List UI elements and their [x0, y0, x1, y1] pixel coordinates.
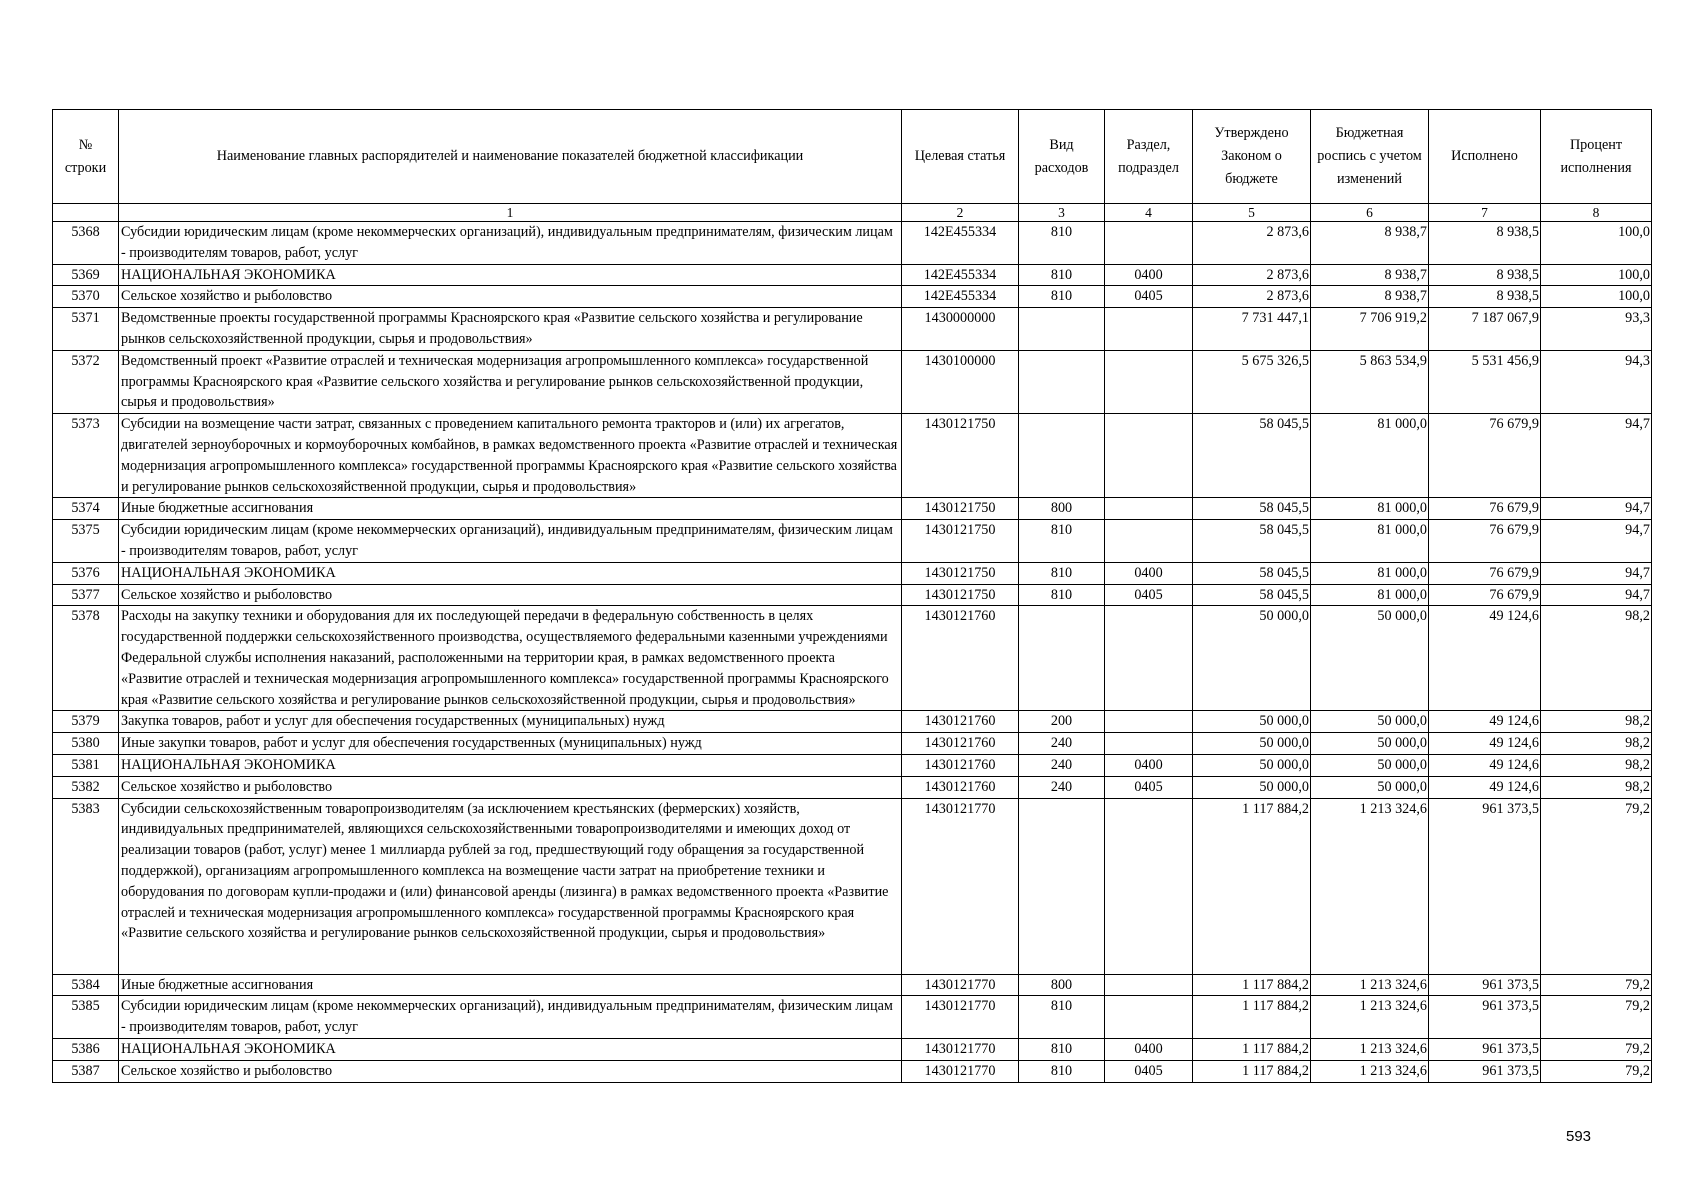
budget-list-cell: 50 000,0 — [1311, 606, 1429, 711]
approved-cell: 2 873,6 — [1193, 222, 1311, 265]
target-article-cell: 1430121770 — [902, 1060, 1019, 1082]
approved-cell: 5 675 326,5 — [1193, 350, 1311, 413]
table-row — [53, 733, 1652, 755]
column-number: 6 — [1311, 204, 1429, 222]
expense-type-cell: 800 — [1019, 974, 1105, 996]
column-number: 3 — [1019, 204, 1105, 222]
row-number-cell: 5384 — [53, 974, 119, 996]
budget-list-cell: 5 863 534,9 — [1311, 350, 1429, 413]
approved-cell: 50 000,0 — [1193, 754, 1311, 776]
table-row — [53, 308, 1652, 351]
section-cell: 0400 — [1105, 754, 1193, 776]
budget-list-cell: 81 000,0 — [1311, 520, 1429, 563]
target-article-cell: 1430121750 — [902, 562, 1019, 584]
page-number: 593 — [1566, 1128, 1592, 1145]
executed-cell: 49 124,6 — [1429, 606, 1541, 711]
expense-type-cell: 810 — [1019, 562, 1105, 584]
column-number: 7 — [1429, 204, 1541, 222]
row-number-cell: 5375 — [53, 520, 119, 563]
column-number: 2 — [902, 204, 1019, 222]
section-cell: 0405 — [1105, 584, 1193, 606]
section-cell — [1105, 996, 1193, 1039]
executed-cell: 961 373,5 — [1429, 1060, 1541, 1082]
header-percent: Процент исполнения — [1541, 110, 1652, 204]
row-number-cell: 5371 — [53, 308, 119, 351]
table-row — [53, 562, 1652, 584]
expense-type-cell: 240 — [1019, 754, 1105, 776]
row-number-cell: 5374 — [53, 498, 119, 520]
row-number-cell: 5378 — [53, 606, 119, 711]
section-cell: 0400 — [1105, 264, 1193, 286]
budget-list-cell: 81 000,0 — [1311, 584, 1429, 606]
expense-type-cell — [1019, 414, 1105, 498]
percent-cell: 79,2 — [1541, 798, 1652, 974]
section-cell: 0405 — [1105, 776, 1193, 798]
table-row — [53, 520, 1652, 563]
header-expense-type: Вид расходов — [1019, 110, 1105, 204]
section-cell — [1105, 798, 1193, 974]
target-article-cell: 1430121770 — [902, 974, 1019, 996]
table-row — [53, 222, 1652, 265]
target-article-cell: 1430121770 — [902, 996, 1019, 1039]
target-article-cell: 1430121750 — [902, 520, 1019, 563]
table-row — [53, 1060, 1652, 1082]
percent-cell: 79,2 — [1541, 996, 1652, 1039]
approved-cell: 1 117 884,2 — [1193, 1060, 1311, 1082]
section-cell: 0405 — [1105, 1060, 1193, 1082]
target-article-cell: 1430121770 — [902, 798, 1019, 974]
table-row — [53, 286, 1652, 308]
row-name-cell: Сельское хозяйство и рыболовство — [119, 1060, 902, 1082]
table-row — [53, 584, 1652, 606]
header-name: Наименование главных распорядителей и наименование показателей бюджетной классификации — [119, 110, 902, 204]
row-number-cell: 5383 — [53, 798, 119, 974]
section-cell — [1105, 606, 1193, 711]
target-article-cell: 1430121750 — [902, 414, 1019, 498]
column-number — [53, 204, 119, 222]
target-article-cell: 1430121760 — [902, 733, 1019, 755]
approved-cell: 2 873,6 — [1193, 286, 1311, 308]
row-name-cell: Расходы на закупку техники и оборудования для их последующей передачи в федеральную собственность в целях государственной поддержки сельскохозяйственного производства, осуществляемого федеральными казенными учреждениями Федеральной службы исполнения наказаний, расположенными на территории края, в рамках ведомственного проекта «Развитие отраслей и техническая модернизация агропромышленного комплекса» государственной программы Красноярского края «Развитие сельского хозяйства и регулирование рынков сельскохозяйственной продукции, сырья и продовольствия» — [119, 606, 902, 711]
row-name-cell: Субсидии юридическим лицам (кроме некоммерческих организаций), индивидуальным предпринимателям, физическим лицам - производителям товаров, работ, услуг — [119, 520, 902, 563]
budget-list-cell: 8 938,7 — [1311, 222, 1429, 265]
executed-cell: 8 938,5 — [1429, 286, 1541, 308]
row-name-cell: Иные бюджетные ассигнования — [119, 498, 902, 520]
executed-cell: 49 124,6 — [1429, 776, 1541, 798]
target-article-cell: 1430121760 — [902, 754, 1019, 776]
executed-cell: 8 938,5 — [1429, 264, 1541, 286]
expense-type-cell: 810 — [1019, 264, 1105, 286]
executed-cell: 961 373,5 — [1429, 798, 1541, 974]
executed-cell: 5 531 456,9 — [1429, 350, 1541, 413]
approved-cell: 1 117 884,2 — [1193, 798, 1311, 974]
approved-cell: 58 045,5 — [1193, 584, 1311, 606]
target-article-cell: 1430121760 — [902, 776, 1019, 798]
row-name-cell: НАЦИОНАЛЬНАЯ ЭКОНОМИКА — [119, 1038, 902, 1060]
header-row-number: № строки — [53, 110, 119, 204]
percent-cell: 100,0 — [1541, 222, 1652, 265]
table-row — [53, 1038, 1652, 1060]
budget-list-cell: 50 000,0 — [1311, 733, 1429, 755]
budget-list-cell: 8 938,7 — [1311, 264, 1429, 286]
section-cell — [1105, 498, 1193, 520]
section-cell — [1105, 733, 1193, 755]
header-section: Раздел, подраздел — [1105, 110, 1193, 204]
row-number-cell: 5379 — [53, 711, 119, 733]
expense-type-cell: 810 — [1019, 584, 1105, 606]
expense-type-cell: 800 — [1019, 498, 1105, 520]
header-approved: Утверждено Законом о бюджете — [1193, 110, 1311, 204]
executed-cell: 76 679,9 — [1429, 562, 1541, 584]
target-article-cell: 1430121750 — [902, 498, 1019, 520]
approved-cell: 50 000,0 — [1193, 711, 1311, 733]
expense-type-cell: 240 — [1019, 733, 1105, 755]
row-number-cell: 5376 — [53, 562, 119, 584]
table-row — [53, 264, 1652, 286]
percent-cell: 98,2 — [1541, 711, 1652, 733]
budget-list-cell: 50 000,0 — [1311, 776, 1429, 798]
percent-cell: 79,2 — [1541, 974, 1652, 996]
header-row — [53, 110, 1652, 204]
percent-cell: 94,7 — [1541, 584, 1652, 606]
budget-list-cell: 50 000,0 — [1311, 711, 1429, 733]
row-number-cell: 5373 — [53, 414, 119, 498]
expense-type-cell: 810 — [1019, 520, 1105, 563]
executed-cell: 961 373,5 — [1429, 1038, 1541, 1060]
executed-cell: 76 679,9 — [1429, 520, 1541, 563]
target-article-cell: 1430121750 — [902, 584, 1019, 606]
target-article-cell: 1430100000 — [902, 350, 1019, 413]
percent-cell: 79,2 — [1541, 1038, 1652, 1060]
table-row — [53, 414, 1652, 498]
row-name-cell: Сельское хозяйство и рыболовство — [119, 584, 902, 606]
row-number-cell: 5377 — [53, 584, 119, 606]
section-cell — [1105, 520, 1193, 563]
row-name-cell: Субсидии юридическим лицам (кроме некоммерческих организаций), индивидуальным предпринимателям, физическим лицам - производителям товаров, работ, услуг — [119, 996, 902, 1039]
expense-type-cell: 810 — [1019, 1038, 1105, 1060]
approved-cell: 58 045,5 — [1193, 562, 1311, 584]
row-number-cell: 5370 — [53, 286, 119, 308]
table-row — [53, 711, 1652, 733]
table-row — [53, 974, 1652, 996]
target-article-cell: 1430121760 — [902, 711, 1019, 733]
budget-list-cell: 81 000,0 — [1311, 414, 1429, 498]
approved-cell: 58 045,5 — [1193, 498, 1311, 520]
row-name-cell: Закупка товаров, работ и услуг для обеспечения государственных (муниципальных) нужд — [119, 711, 902, 733]
row-number-cell: 5380 — [53, 733, 119, 755]
section-cell: 0405 — [1105, 286, 1193, 308]
budget-list-cell: 50 000,0 — [1311, 754, 1429, 776]
table-row — [53, 996, 1652, 1039]
row-number-cell: 5368 — [53, 222, 119, 265]
percent-cell: 98,2 — [1541, 776, 1652, 798]
section-cell: 0400 — [1105, 562, 1193, 584]
row-number-cell: 5372 — [53, 350, 119, 413]
approved-cell: 50 000,0 — [1193, 606, 1311, 711]
expense-type-cell — [1019, 350, 1105, 413]
approved-cell: 50 000,0 — [1193, 733, 1311, 755]
row-number-cell: 5369 — [53, 264, 119, 286]
column-number: 8 — [1541, 204, 1652, 222]
target-article-cell: 142E455334 — [902, 264, 1019, 286]
header-budget-list: Бюджетная роспись с учетом изменений — [1311, 110, 1429, 204]
executed-cell: 961 373,5 — [1429, 974, 1541, 996]
percent-cell: 94,7 — [1541, 498, 1652, 520]
header-executed: Исполнено — [1429, 110, 1541, 204]
row-name-cell: Субсидии юридическим лицам (кроме некоммерческих организаций), индивидуальным предпринимателям, физическим лицам - производителям товаров, работ, услуг — [119, 222, 902, 265]
budget-list-cell: 81 000,0 — [1311, 498, 1429, 520]
table-row — [53, 606, 1652, 711]
percent-cell: 98,2 — [1541, 733, 1652, 755]
expense-type-cell: 240 — [1019, 776, 1105, 798]
budget-list-cell: 8 938,7 — [1311, 286, 1429, 308]
section-cell — [1105, 974, 1193, 996]
row-number-cell: 5381 — [53, 754, 119, 776]
row-number-cell: 5385 — [53, 996, 119, 1039]
row-name-cell: НАЦИОНАЛЬНАЯ ЭКОНОМИКА — [119, 754, 902, 776]
budget-list-cell: 81 000,0 — [1311, 562, 1429, 584]
budget-list-cell: 1 213 324,6 — [1311, 1038, 1429, 1060]
percent-cell: 94,3 — [1541, 350, 1652, 413]
row-name-cell: Сельское хозяйство и рыболовство — [119, 776, 902, 798]
percent-cell: 94,7 — [1541, 520, 1652, 563]
budget-list-cell: 1 213 324,6 — [1311, 996, 1429, 1039]
section-cell — [1105, 414, 1193, 498]
row-name-cell: НАЦИОНАЛЬНАЯ ЭКОНОМИКА — [119, 264, 902, 286]
target-article-cell: 1430121760 — [902, 606, 1019, 711]
header-target-article: Целевая статья — [902, 110, 1019, 204]
column-number-row — [53, 204, 1652, 222]
expense-type-cell: 200 — [1019, 711, 1105, 733]
column-number: 1 — [119, 204, 902, 222]
expense-type-cell — [1019, 606, 1105, 711]
executed-cell: 76 679,9 — [1429, 414, 1541, 498]
table-row — [53, 498, 1652, 520]
target-article-cell: 1430000000 — [902, 308, 1019, 351]
budget-list-cell: 7 706 919,2 — [1311, 308, 1429, 351]
row-name-cell: Сельское хозяйство и рыболовство — [119, 286, 902, 308]
row-name-cell: НАЦИОНАЛЬНАЯ ЭКОНОМИКА — [119, 562, 902, 584]
executed-cell: 8 938,5 — [1429, 222, 1541, 265]
percent-cell: 93,3 — [1541, 308, 1652, 351]
target-article-cell: 142E455334 — [902, 222, 1019, 265]
executed-cell: 961 373,5 — [1429, 996, 1541, 1039]
row-name-cell: Ведомственные проекты государственной программы Красноярского края «Развитие сельского хозяйства и регулирование рынков сельскохозяйственной продукции, сырья и продовольствия» — [119, 308, 902, 351]
table-row — [53, 776, 1652, 798]
row-number-cell: 5387 — [53, 1060, 119, 1082]
row-number-cell: 5382 — [53, 776, 119, 798]
row-name-cell: Иные закупки товаров, работ и услуг для обеспечения государственных (муниципальных) нужд — [119, 733, 902, 755]
approved-cell: 1 117 884,2 — [1193, 974, 1311, 996]
percent-cell: 94,7 — [1541, 562, 1652, 584]
row-name-cell: Субсидии на возмещение части затрат, связанных с проведением капитального ремонта тракторов и (или) их агрегатов, двигателей зерноуборочных и кормоуборочных комбайнов, в рамках ведомственного проекта «Развитие отраслей и техническая модернизация агропромышленного комплекса» государственной программы Красноярского края «Развитие сельского хозяйства и регулирование рынков сельскохозяйственной продукции, сырья и продовольствия» — [119, 414, 902, 498]
row-number-cell: 5386 — [53, 1038, 119, 1060]
budget-list-cell: 1 213 324,6 — [1311, 798, 1429, 974]
percent-cell: 100,0 — [1541, 286, 1652, 308]
percent-cell: 79,2 — [1541, 1060, 1652, 1082]
percent-cell: 100,0 — [1541, 264, 1652, 286]
executed-cell: 49 124,6 — [1429, 754, 1541, 776]
executed-cell: 76 679,9 — [1429, 584, 1541, 606]
percent-cell: 94,7 — [1541, 414, 1652, 498]
executed-cell: 49 124,6 — [1429, 733, 1541, 755]
approved-cell: 58 045,5 — [1193, 414, 1311, 498]
expense-type-cell: 810 — [1019, 1060, 1105, 1082]
expense-type-cell: 810 — [1019, 996, 1105, 1039]
table-body — [53, 222, 1652, 1083]
executed-cell: 7 187 067,9 — [1429, 308, 1541, 351]
approved-cell: 1 117 884,2 — [1193, 1038, 1311, 1060]
column-number: 4 — [1105, 204, 1193, 222]
executed-cell: 49 124,6 — [1429, 711, 1541, 733]
table-row — [53, 350, 1652, 413]
section-cell — [1105, 350, 1193, 413]
table-row — [53, 798, 1652, 974]
approved-cell: 2 873,6 — [1193, 264, 1311, 286]
expense-type-cell — [1019, 798, 1105, 974]
budget-execution-table — [52, 109, 1652, 1083]
section-cell — [1105, 308, 1193, 351]
column-number: 5 — [1193, 204, 1311, 222]
row-name-cell: Субсидии сельскохозяйственным товаропроизводителям (за исключением крестьянских (фермерских) хозяйств, индивидуальных предпринимателей, являющихся сельскохозяйственными товаропроизводителями и имеющих доход от реализации товаров (работ, услуг) менее 1 миллиарда рублей за год, предшествующий году обращения за государственной поддержкой), организациям агропромышленного комплекса на возмещение части затрат на приобретение техники и оборудования по договорам купли-продажи и (или) финансовой аренды (лизинга) в рамках ведомственного проекта «Развитие отраслей и техническая модернизация агропромышленного комплекса» государственной программы Красноярского края «Развитие сельского хозяйства и регулирование рынков сельскохозяйственной продукции, сырья и продовольствия» — [119, 798, 902, 974]
percent-cell: 98,2 — [1541, 606, 1652, 711]
row-name-cell: Ведомственный проект «Развитие отраслей и техническая модернизация агропромышленного комплекса» государственной программы Красноярского края «Развитие сельского хозяйства и регулирование рынков сельскохозяйственной продукции, сырья и продовольствия» — [119, 350, 902, 413]
section-cell: 0400 — [1105, 1038, 1193, 1060]
approved-cell: 7 731 447,1 — [1193, 308, 1311, 351]
row-name-cell: Иные бюджетные ассигнования — [119, 974, 902, 996]
expense-type-cell: 810 — [1019, 222, 1105, 265]
expense-type-cell: 810 — [1019, 286, 1105, 308]
approved-cell: 1 117 884,2 — [1193, 996, 1311, 1039]
section-cell — [1105, 711, 1193, 733]
approved-cell: 50 000,0 — [1193, 776, 1311, 798]
executed-cell: 76 679,9 — [1429, 498, 1541, 520]
approved-cell: 58 045,5 — [1193, 520, 1311, 563]
budget-list-cell: 1 213 324,6 — [1311, 974, 1429, 996]
expense-type-cell — [1019, 308, 1105, 351]
section-cell — [1105, 222, 1193, 265]
table-row — [53, 754, 1652, 776]
budget-list-cell: 1 213 324,6 — [1311, 1060, 1429, 1082]
percent-cell: 98,2 — [1541, 754, 1652, 776]
target-article-cell: 1430121770 — [902, 1038, 1019, 1060]
target-article-cell: 142E455334 — [902, 286, 1019, 308]
